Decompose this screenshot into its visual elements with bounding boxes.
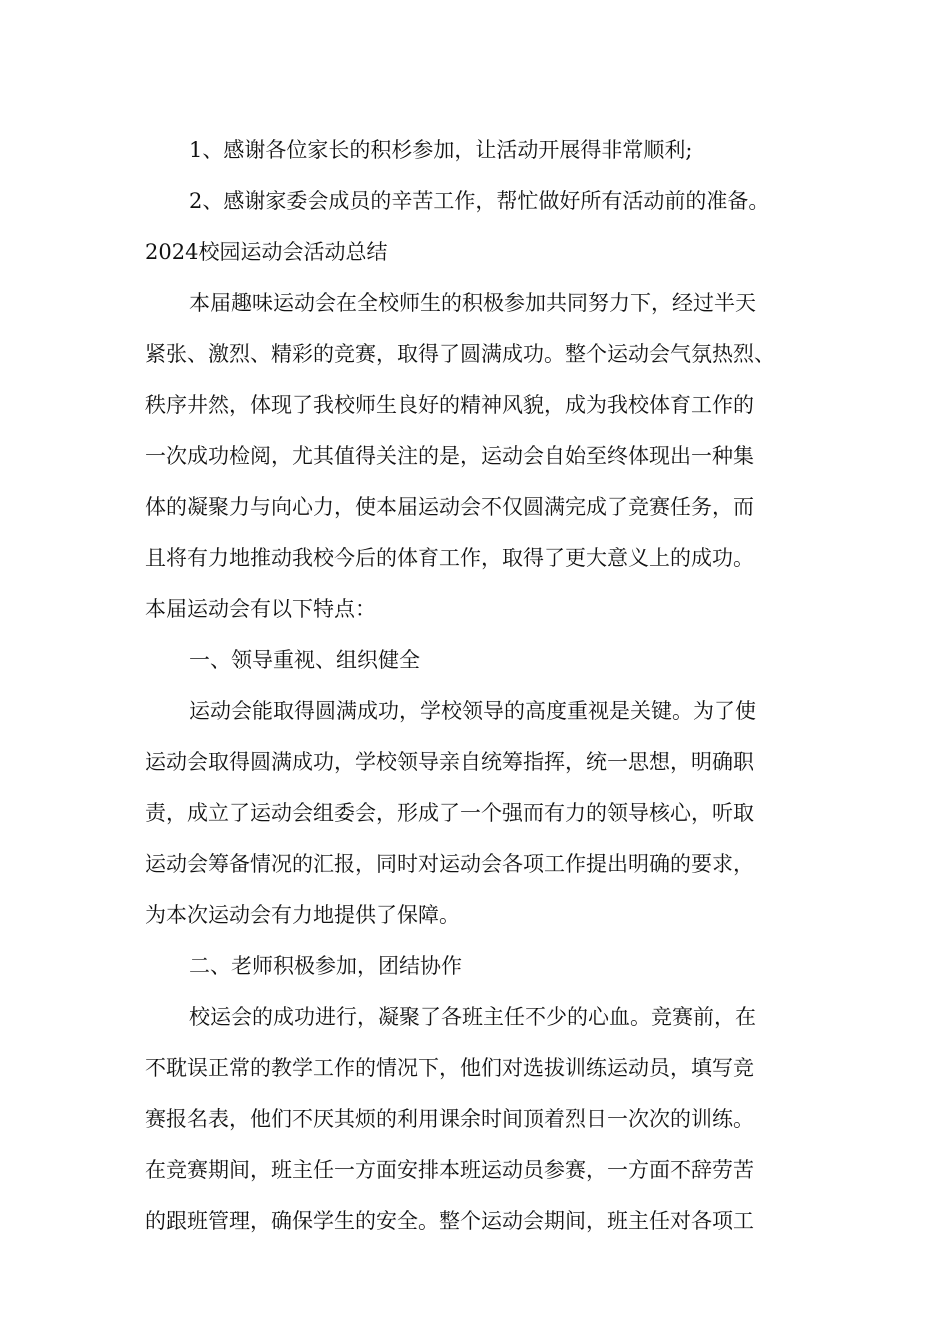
paragraph-line: 且将有力地推动我校今后的体育工作，取得了更大意义上的成功。 <box>145 546 754 570</box>
paragraph-line: 秩序井然，体现了我校师生良好的精神风貌，成为我校体育工作的 <box>145 393 754 417</box>
paragraph-line: 不耽误正常的教学工作的情况下，他们对选拔训练运动员，填写竞 <box>145 1056 754 1080</box>
paragraph-line: 本届运动会有以下特点： <box>145 597 376 621</box>
paragraph-line: 赛报名表，他们不厌其烦的利用课余时间顶着烈日一次次的训练。 <box>145 1107 754 1131</box>
paragraph-line: 体的凝聚力与向心力，使本届运动会不仅圆满完成了竞赛任务，而 <box>145 495 754 519</box>
paragraph-line: 的跟班管理，确保学生的安全。整个运动会期间，班主任对各项工 <box>145 1209 754 1233</box>
paragraph-line: 校运会的成功进行，凝聚了各班主任不少的心血。竞赛前，在 <box>189 1005 756 1029</box>
section-heading-2: 二、老师积极参加，团结协作 <box>189 954 462 978</box>
paragraph-line: 本届趣味运动会在全校师生的积极参加共同努力下，经过半天 <box>189 291 756 315</box>
paragraph-line: 责，成立了运动会组委会，形成了一个强而有力的领导核心，听取 <box>145 801 754 825</box>
paragraph-line: 一次成功检阅，尤其值得关注的是，运动会自始至终体现出一种集 <box>145 444 754 468</box>
paragraph-line: 运动会取得圆满成功，学校领导亲自统筹指挥，统一思想，明确职 <box>145 750 754 774</box>
paragraph-line: 运动会筹备情况的汇报，同时对运动会各项工作提出明确的要求， <box>145 852 754 876</box>
document-title: 2024校园运动会活动总结 <box>145 240 388 264</box>
paragraph-line: 运动会能取得圆满成功，学校领导的高度重视是关键。为了使 <box>189 699 756 723</box>
paragraph-line: 紧张、激烈、精彩的竞赛，取得了圆满成功。整个运动会气氛热烈、 <box>145 342 775 366</box>
paragraph-line: 为本次运动会有力地提供了保障。 <box>145 903 460 927</box>
section-heading-1: 一、领导重视、组织健全 <box>189 648 420 672</box>
paragraph-line: 在竞赛期间，班主任一方面安排本班运动员参赛，一方面不辞劳苦 <box>145 1158 754 1182</box>
thanks-item-2: 2、感谢家委会成员的辛苦工作，帮忙做好所有活动前的准备。 <box>189 189 770 213</box>
thanks-item-1: 1、感谢各位家长的积杉参加，让活动开展得非常顺利; <box>189 138 693 162</box>
